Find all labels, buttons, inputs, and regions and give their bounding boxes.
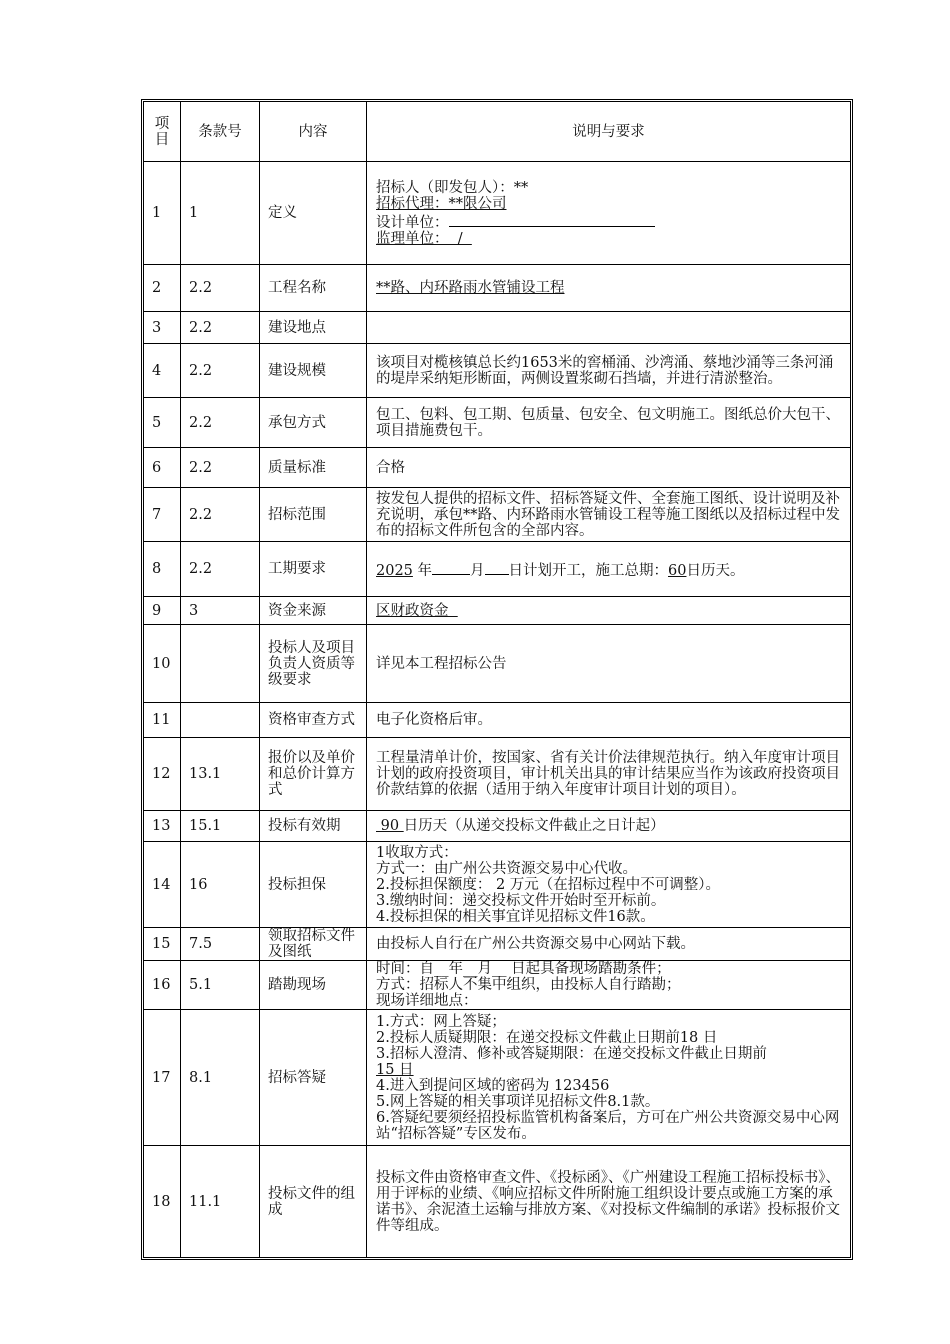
table-row: 18 11.1 投标文件的组成 投标文件由资格审查文件、《投标函》、《广州建设工程施工招标投标书》、用于评标的业绩、《响应招标文件所附施工组织设计要点或施工方案的承诺书》、余泥渣土运输与排放方案、《对投标文件编制的承诺》投标报价文件等组成。	[144, 1146, 851, 1258]
table-row: 6 2.2 质量标准 合格	[144, 448, 851, 488]
table-row: 14 16 投标担保 1收取方式： 方式一：由广州公共资源交易中心代收。 2.投标担保额度： 2 万元（在招标过程中不可调整）。 3.缴纳时间：递交投标文件开始时至开标前。 4.投标担保的相关事宜详见招标文件16款。	[144, 842, 851, 928]
bid-data-table	[143, 101, 851, 1258]
table-row: 8 2.2 工期要求 2025 年 月 日计划开工，施工总期：60日历天。	[144, 542, 851, 597]
table-row: 7 2.2 招标范围 按发包人提供的招标文件、招标答疑文件、全套施工图纸、设计说明及补充说明，承包**路、内环路雨水管铺设工程等施工图纸以及招标过程中发布的招标文件所包含的全部内容。	[144, 488, 851, 542]
table-header-row	[144, 102, 851, 162]
header-content: 内容	[260, 102, 367, 162]
table-row: 5 2.2 承包方式 包工、包料、包工期、包质量、包安全、包文明施工。图纸总价大包干、项目措施费包干。	[144, 398, 851, 448]
table-row: 2 2.2 工程名称 **路、内环路雨水管铺设工程	[144, 265, 851, 312]
bid-data-table-frame	[141, 99, 853, 1260]
table-row: 3 2.2 建设地点	[144, 312, 851, 344]
project-name: **路、内环路雨水管铺设工程	[376, 280, 565, 296]
table-row: 16 5.1 踏勘现场 时间：自__年__月__ 日起具备现场踏勘条件； 方式：招标人不集中组织，由投标人自行踏勘； 现场详细地点：	[144, 961, 851, 1010]
table-row: 9 3 资金来源 区财政资金	[144, 597, 851, 625]
header-desc: 说明与要求	[367, 102, 851, 162]
table-row: 4 2.2 建设规模 该项目对榄核镇总长约1653米的窖桶涌、沙湾涌、蔡地沙涌等三条河涌的堤岸采纳矩形断面，两侧设置浆砌石挡墙，并进行清淤整治。	[144, 344, 851, 398]
table-row: 11 资格审查方式 电子化资格后审。	[144, 703, 851, 738]
table-row: 10 投标人及项目负责人资质等级要求 详见本工程招标公告	[144, 625, 851, 703]
table-row: 13 15.1 投标有效期 90 日历天（从递交投标文件截止之日计起）	[144, 811, 851, 842]
table-row: 12 13.1 报价以及单价和总价计算方式 工程量清单计价，按国家、省有关计价法律规范执行。纳入年度审计项目计划的政府投资项目，审计机关出具的审计结果应当作为该政府投资项目价款结算的依据（适用于纳入年度审计项目计划的项目）。	[144, 738, 851, 811]
table-row: 15 7.5 领取招标文件及图纸 由投标人自行在广州公共资源交易中心网站下载。	[144, 928, 851, 961]
table-row: 17 8.1 招标答疑 1.方式：网上答疑； 2.投标人质疑期限：在递交投标文件截止日期前18 日 3.招标人澄清、修补或答疑期限：在递交投标文件截止日期前 15 日 4.进入到提问区域的密码为 123456 5.网上答疑的相关事项详见招标文件8.1款。 6.答疑纪要须经招投标监管机构备案后，方可在广州公共资源交易中心网站“招标答疑”专区发布。	[144, 1010, 851, 1146]
header-clause: 条款号	[181, 102, 260, 162]
schedule-cell: 2025 年 月 日计划开工，施工总期：60日历天。	[367, 542, 851, 597]
header-item: 项目	[144, 102, 181, 162]
table-row: 1 1 定义 招标人（即发包人）：** 招标代理：**限公司 设计单位： 监理单位： /	[144, 162, 851, 265]
definition-cell: 招标人（即发包人）：** 招标代理：**限公司 设计单位： 监理单位： /	[367, 162, 851, 265]
blank-underline	[449, 212, 655, 227]
